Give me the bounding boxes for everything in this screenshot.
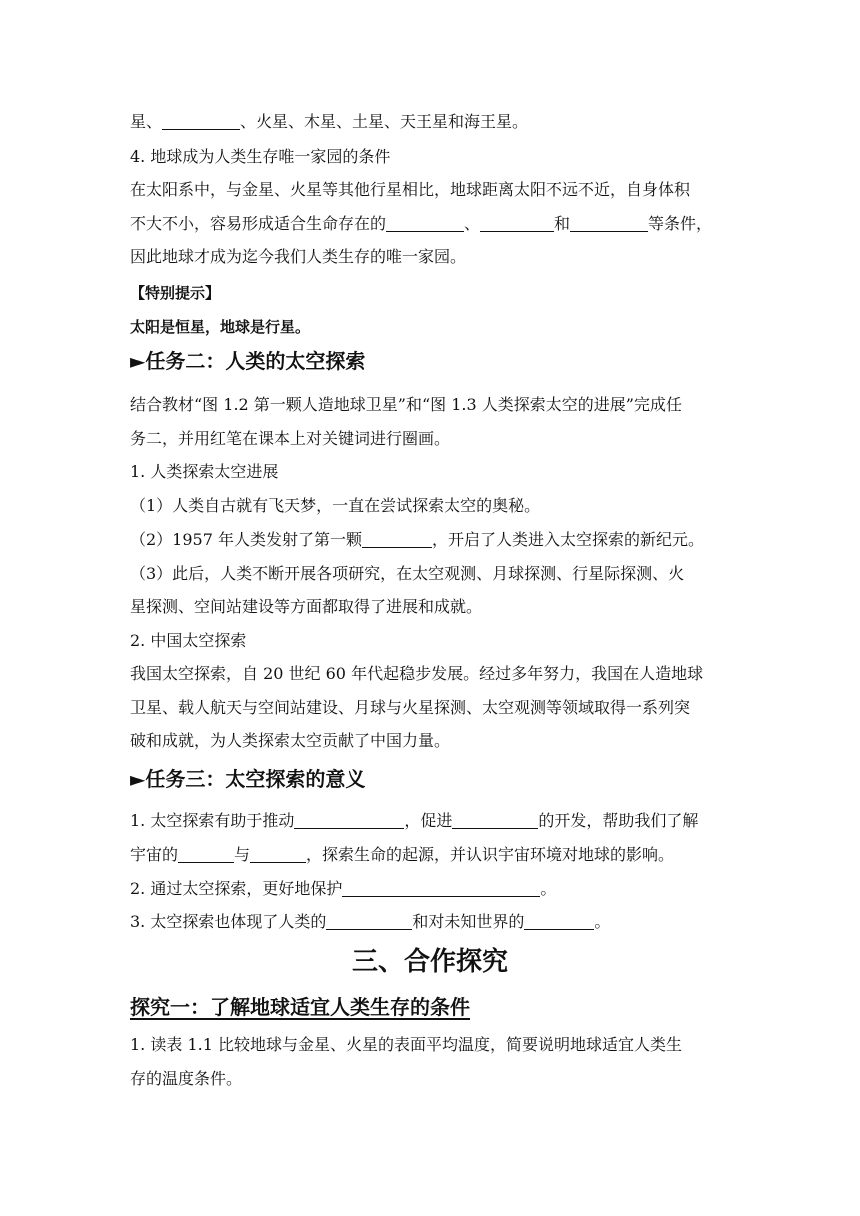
paragraph-line: [130, 214, 730, 234]
sub1-point: [130, 530, 730, 550]
sub1-title: 1. 人类探索太空进展: [130, 462, 279, 481]
sub2-line: 破和成就，为人类探索太空贡献了中国力量。: [130, 731, 451, 750]
text: 宇宙的: [130, 845, 179, 864]
answer-blank[interactable]: [162, 113, 240, 130]
text: 不大不小，容易形成适合生命存在的: [130, 214, 387, 233]
text: 2. 通过太空探索，更好地保护: [130, 879, 343, 898]
task3-heading: ►任务三：太空探索的意义: [130, 767, 366, 791]
answer-blank[interactable]: [452, 812, 538, 829]
explore1-heading: 探究一：了解地球适宜人类生存的条件: [130, 995, 470, 1019]
answer-blank[interactable]: [178, 846, 234, 863]
task3-item-3: [130, 912, 730, 932]
text: 。: [594, 912, 611, 931]
text: ，探索生命的起源，并认识宇宙环境对地球的影响。: [306, 845, 675, 864]
task3-item-1: [130, 811, 730, 831]
answer-blank[interactable]: [342, 880, 540, 897]
tip-text: 太阳是恒星，地球是行星。: [130, 318, 311, 336]
answer-blank[interactable]: [386, 215, 464, 232]
text: ，开启了人类进入太空探索的新纪元。: [432, 530, 705, 549]
task2-intro-line: 结合教材“图 1.2 第一颗人造地球卫星”和“图 1.3 人类探索太空的进展”完成任: [130, 395, 682, 414]
text: 1. 太空探索有助于推动: [130, 811, 295, 830]
answer-blank[interactable]: [326, 913, 412, 930]
paragraph-line: 因此地球才成为迄今我们人类生存的唯一家园。: [130, 247, 467, 266]
task2-heading: ►任务二：人类的太空探索: [130, 349, 366, 373]
answer-blank[interactable]: [294, 812, 404, 829]
item4-title: 4. 地球成为人类生存唯一家园的条件: [130, 147, 391, 166]
text: 和对未知世界的: [412, 912, 525, 931]
explore1-question-line: 1. 读表 1.1 比较地球与金星、火星的表面平均温度，简要说明地球适宜人类生: [130, 1035, 682, 1054]
answer-blank[interactable]: [250, 846, 306, 863]
text: 星、: [130, 112, 163, 131]
sub1-point: （3）此后，人类不断开展各项研究，在太空观测、月球探测、行星际探测、火: [130, 564, 685, 583]
sub1-point: （1）人类自古就有飞天梦，一直在尝试探索太空的奥秘。: [130, 496, 541, 515]
text: 、: [464, 214, 481, 233]
answer-blank[interactable]: [362, 531, 432, 548]
text: ，促进: [404, 811, 453, 830]
sub2-line: 我国太空探索，自 20 世纪 60 年代起稳步发展。经过多年努力，我国在人造地球: [130, 664, 704, 683]
text: 。: [540, 879, 557, 898]
text: 的开发，帮助我们了解: [538, 811, 699, 830]
planets-line: [130, 112, 730, 132]
tip-label: 【特别提示】: [130, 284, 221, 302]
text: 等条件，: [648, 214, 713, 233]
sub1-point: 星探测、空间站建设等方面都取得了进展和成就。: [130, 597, 483, 616]
sub2-line: 卫星、载人航天与空间站建设、月球与火星探测、太空观测等领域取得一系列突: [130, 698, 691, 717]
sub2-title: 2. 中国太空探索: [130, 631, 247, 650]
answer-blank[interactable]: [480, 215, 554, 232]
text: 3. 太空探索也体现了人类的: [130, 912, 327, 931]
text: 与: [234, 845, 251, 864]
task2-intro-line: 务二，并用红笔在课本上对关键词进行圈画。: [130, 429, 451, 448]
task3-item-2: [130, 879, 730, 899]
task3-item-1-cont: [130, 845, 730, 865]
explore1-question-line: 存的温度条件。: [130, 1069, 243, 1088]
text: （2）1957 年人类发射了第一颗: [130, 530, 362, 549]
answer-blank[interactable]: [524, 913, 594, 930]
text: 和: [554, 214, 571, 233]
text: 、火星、木星、土星、天王星和海王星。: [240, 112, 529, 131]
paragraph-line: 在太阳系中，与金星、火星等其他行星相比，地球距离太阳不远不近，自身体积: [130, 180, 691, 199]
answer-blank[interactable]: [570, 215, 648, 232]
section3-heading: 三、合作探究: [351, 947, 508, 977]
